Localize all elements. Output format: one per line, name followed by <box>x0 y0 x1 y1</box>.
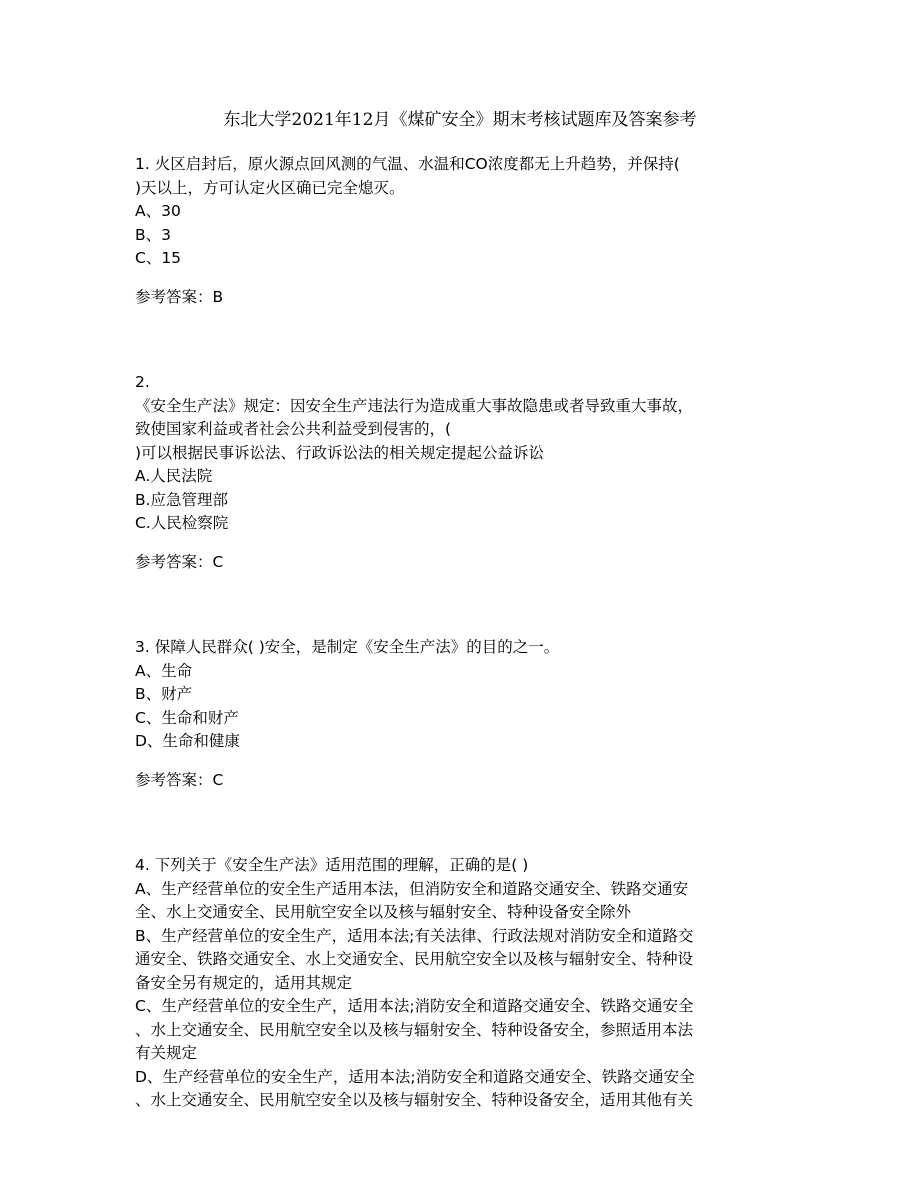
question-3-option-a: A、生命 <box>135 661 193 680</box>
question-1-option-b: B、3 <box>135 225 171 244</box>
question-1-option-a: A、30 <box>135 202 181 220</box>
question-4-option-b-line-1: B、生产经营单位的安全生产，适用本法;有关法律、行政法规对消防安全和道路交 <box>135 926 694 945</box>
question-4-stem: 4. 下列关于《安全生产法》适用范围的理解，正确的是( ) <box>135 856 529 874</box>
question-2-option-a: A.人民法院 <box>135 467 213 485</box>
question-2-option-b: B.应急管理部 <box>135 490 229 509</box>
question-2 <box>135 371 795 574</box>
question-3-answer: 参考答案：C <box>135 770 224 789</box>
question-1-stem-line-1: 1. 火区启封后，原火源点回风测的气温、水温和CO浓度都无上升趋势，并保持( <box>135 155 680 173</box>
question-4-option-d-line-2: 、水上交通安全、民用航空安全以及核与辐射安全、特种设备安全，适用其他有关 <box>135 1091 694 1109</box>
question-4-option-d-line-1: D、生产经营单位的安全生产，适用本法;消防安全和道路交通安全、铁路交通安全 <box>135 1067 695 1086</box>
question-3 <box>135 636 795 792</box>
question-list <box>135 153 795 1113</box>
question-3-option-c: C、生命和财产 <box>135 708 239 727</box>
question-3-stem: 3. 保障人民群众( )安全，是制定《安全生产法》的目的之一。 <box>135 638 560 656</box>
spacer <box>135 792 795 854</box>
question-4-option-b-line-3: 备安全另有规定的，适用其规定 <box>135 973 353 992</box>
question-1-stem-line-2: )天以上，方可认定火区确已完全熄灭。 <box>135 178 405 197</box>
question-3-option-b: B、财产 <box>135 685 193 703</box>
question-2-number: 2. <box>135 373 150 391</box>
question-3-option-d: D、生命和健康 <box>135 732 240 750</box>
spacer <box>135 309 795 371</box>
document-title: 东北大学2021年12月《煤矿安全》期末考核试题库及答案参考 <box>223 110 697 130</box>
question-4-option-c-line-2: 、水上交通安全、民用航空安全以及核与辐射安全、特种设备安全，参照适用本法 <box>135 1020 694 1039</box>
question-4-option-b-line-2: 通安全、铁路交通安全、水上交通安全、民用航空安全以及核与辐射安全、特种设 <box>135 950 694 968</box>
question-4-option-c-line-3: 有关规定 <box>135 1044 198 1062</box>
question-2-stem-line-2: 致使国家利益或者社会公共利益受到侵害的，( <box>135 420 452 438</box>
question-4-option-a-line-1: A、生产经营单位的安全生产适用本法，但消防安全和道路交通安全、铁路交通安 <box>135 879 689 898</box>
spacer <box>135 574 795 636</box>
question-4-option-c-line-1: C、生产经营单位的安全生产，适用本法;消防安全和道路交通安全、铁路交通安全 <box>135 997 694 1015</box>
question-1-option-c: C、15 <box>135 249 182 267</box>
question-2-stem-line-1: 《安全生产法》规定：因安全生产违法行为造成重大事故隐患或者导致重大事故， <box>135 396 694 415</box>
question-2-option-c: C.人民检察院 <box>135 514 229 532</box>
question-2-stem-line-3: )可以根据民事诉讼法、行政诉讼法的相关规定提起公益诉讼 <box>135 443 545 462</box>
question-4-option-a-line-2: 全、水上交通安全、民用航空安全以及核与辐射安全、特种设备安全除外 <box>135 903 632 921</box>
question-1 <box>135 153 795 309</box>
question-1-answer: 参考答案：B <box>135 287 224 306</box>
question-2-answer: 参考答案：C <box>135 552 224 571</box>
question-4 <box>135 854 795 1113</box>
